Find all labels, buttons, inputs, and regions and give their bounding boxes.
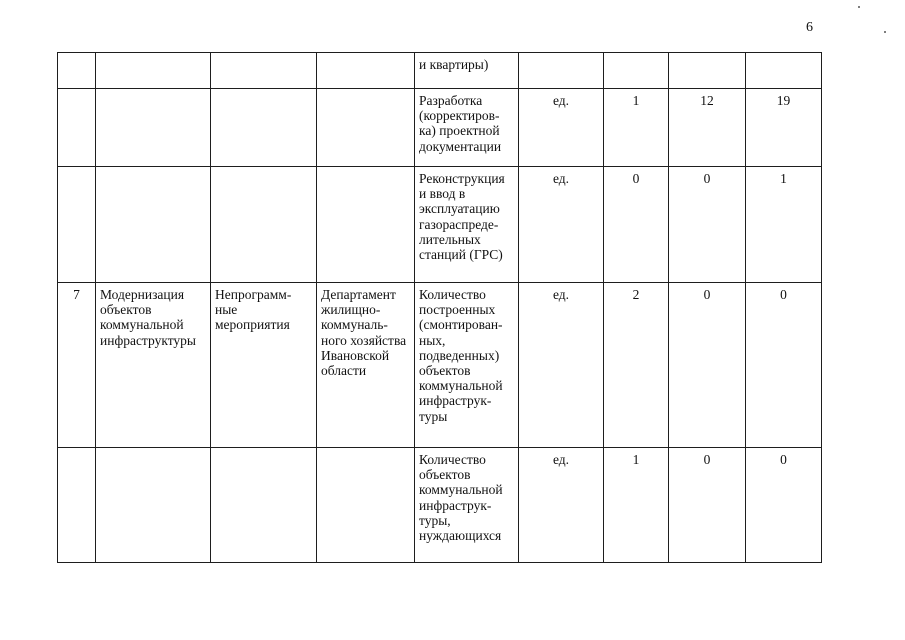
cell-value-2: 0 bbox=[669, 283, 746, 448]
cell-name bbox=[96, 167, 211, 283]
table-row bbox=[58, 53, 822, 89]
cell-value-1: 1 bbox=[604, 448, 669, 563]
cell-value-2: 12 bbox=[669, 89, 746, 167]
scan-speck bbox=[884, 31, 886, 33]
cell-unit: ед. bbox=[519, 448, 604, 563]
cell-program bbox=[211, 53, 317, 89]
cell-num: 7 bbox=[58, 283, 96, 448]
cell-executor bbox=[317, 53, 415, 89]
cell-name: Модернизация объектов коммунальной инфраструктуры bbox=[96, 283, 211, 448]
table-row bbox=[58, 89, 822, 167]
cell-num bbox=[58, 448, 96, 563]
scan-speck bbox=[858, 6, 860, 8]
cell-indicator: Количество объектов коммунальной инфраструк-туры, нуждающихся bbox=[415, 448, 519, 563]
cell-executor bbox=[317, 167, 415, 283]
cell-value-2 bbox=[669, 53, 746, 89]
cell-unit: ед. bbox=[519, 167, 604, 283]
cell-value-1: 2 bbox=[604, 283, 669, 448]
cell-executor: Департамент жилищно-коммуналь-ного хозяйства Ивановской области bbox=[317, 283, 415, 448]
cell-indicator: и квартиры) bbox=[415, 53, 519, 89]
cell-value-2: 0 bbox=[669, 167, 746, 283]
indicators-table bbox=[57, 52, 822, 563]
cell-program bbox=[211, 89, 317, 167]
cell-value-3: 0 bbox=[746, 283, 822, 448]
cell-value-1 bbox=[604, 53, 669, 89]
cell-name bbox=[96, 53, 211, 89]
cell-value-1: 0 bbox=[604, 167, 669, 283]
cell-num bbox=[58, 167, 96, 283]
cell-program bbox=[211, 448, 317, 563]
cell-num bbox=[58, 89, 96, 167]
cell-value-3: 1 bbox=[746, 167, 822, 283]
cell-name bbox=[96, 89, 211, 167]
cell-unit: ед. bbox=[519, 89, 604, 167]
cell-program bbox=[211, 167, 317, 283]
cell-unit bbox=[519, 53, 604, 89]
table-row bbox=[58, 448, 822, 563]
cell-value-2: 0 bbox=[669, 448, 746, 563]
cell-indicator: Количество построенных (смонтирован-ных, подведенных) объектов коммунальной инфраструк-туры bbox=[415, 283, 519, 448]
cell-value-3: 0 bbox=[746, 448, 822, 563]
cell-indicator: Разработка (корректиров-ка) проектной документации bbox=[415, 89, 519, 167]
cell-unit: ед. bbox=[519, 283, 604, 448]
page-number: 6 bbox=[806, 20, 813, 35]
cell-value-1: 1 bbox=[604, 89, 669, 167]
table-row bbox=[58, 283, 822, 448]
cell-program: Непрограмм-ные мероприятия bbox=[211, 283, 317, 448]
cell-executor bbox=[317, 448, 415, 563]
table-row bbox=[58, 167, 822, 283]
cell-num bbox=[58, 53, 96, 89]
cell-value-3 bbox=[746, 53, 822, 89]
cell-name bbox=[96, 448, 211, 563]
cell-value-3: 19 bbox=[746, 89, 822, 167]
cell-indicator: Реконструкция и ввод в эксплуатацию газораспреде-лительных станций (ГРС) bbox=[415, 167, 519, 283]
cell-executor bbox=[317, 89, 415, 167]
